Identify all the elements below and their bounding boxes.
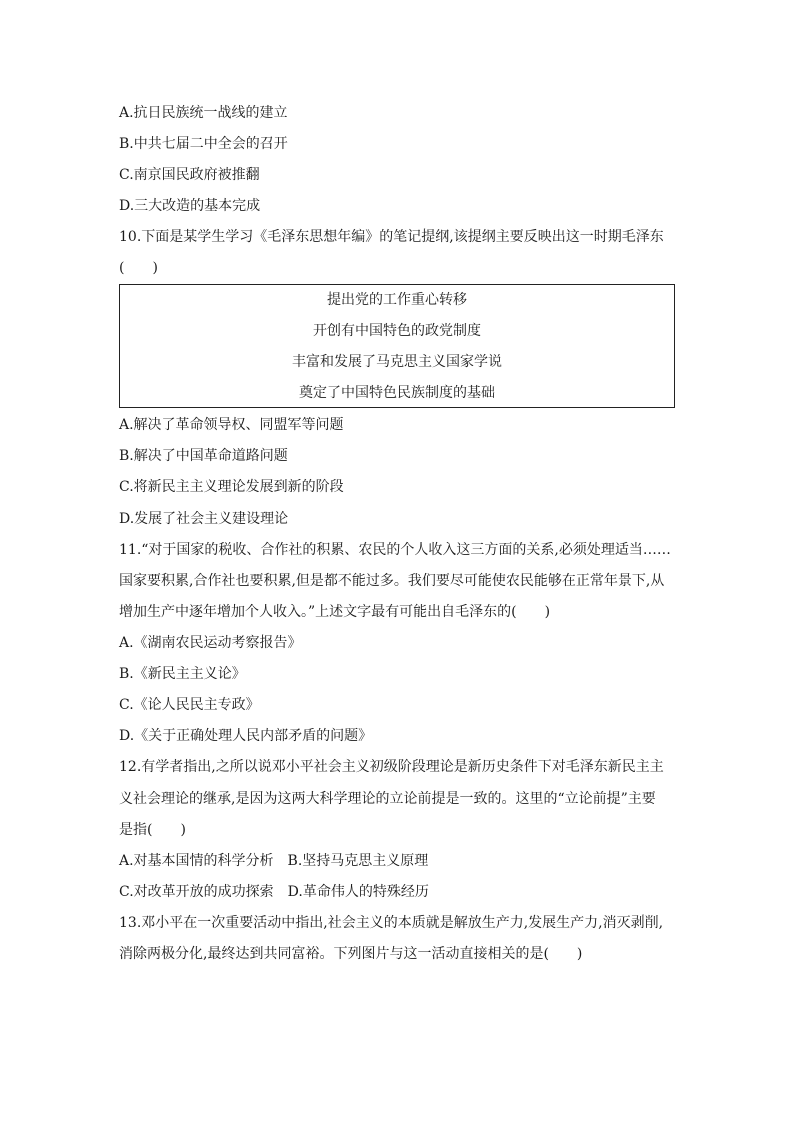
q10-option-c: C.将新民主主义理论发展到新的阶段 [119,479,344,495]
q11-option-d: D.《关于正确处理人民内部矛盾的问题》 [119,728,373,744]
q10-box-line1: 提出党的工作重心转移 [327,292,467,308]
q12-stem-line2: 义社会理论的继承,是因为这两大科学理论的立论前提是一致的。这里的“立论前提”主要 [119,791,656,807]
q11-option-c: C.《论人民民主专政》 [119,697,260,713]
q10-box-line4: 奠定了中国特色民族制度的基础 [299,385,495,401]
q12-stem-line3: 是指( ) [119,822,186,838]
q11-stem-line2: 国家要积累,合作社也要积累,但是都不能过多。我们要尽可能使农民能够在正常年景下,从 [119,573,665,589]
q13-stem-line1: 13.邓小平在一次重要活动中指出,社会主义的本质就是解放生产力,发展生产力,消灭剥削, [119,915,664,931]
q9-option-c: C.南京国民政府被推翻 [119,167,260,183]
q10-option-d: D.发展了社会主义建设理论 [119,511,289,527]
q11-stem-line3: 增加生产中逐年增加个人收入。”上述文字最有可能出自毛泽东的( ) [119,604,551,620]
q11-stem-line1: 11.“对于国家的税收、合作社的积累、农民的个人收入这三方面的关系,必须处理适当…… [119,542,671,558]
q10-stem-line2: ( ) [119,260,158,276]
q12-options-row2: C.对改革开放的成功探索 D.革命伟人的特殊经历 [119,884,429,900]
q12-stem-line1: 12.有学者指出,之所以说邓小平社会主义初级阶段理论是新历史条件下对毛泽东新民主主 [119,759,664,775]
q11-option-b: B.《新民主主义论》 [119,666,246,682]
q10-stem-line1: 10.下面是某学生学习《毛泽东思想年编》的笔记提纲,该提纲主要反映出这一时期毛泽东 [119,229,664,245]
q10-option-a: A.解决了革命领导权、同盟军等问题 [119,417,344,433]
q10-option-b: B.解决了中国革命道路问题 [119,448,288,464]
q10-notes-box [119,284,675,408]
q10-box-line2: 开创有中国特色的政党制度 [313,323,481,339]
q9-option-a: A.抗日民族统一战线的建立 [119,105,288,121]
q9-option-d: D.三大改造的基本完成 [119,198,261,214]
q12-options-row1: A.对基本国情的科学分析 B.坚持马克思主义原理 [119,853,429,869]
q11-option-a: A.《湖南农民运动考察报告》 [119,635,302,651]
q9-option-b: B.中共七届二中全会的召开 [119,136,288,152]
q13-stem-line2: 消除两极分化,最终达到共同富裕。下列图片与这一活动直接相关的是( ) [119,946,583,962]
q10-box-line3: 丰富和发展了马克思主义国家学说 [292,354,502,370]
